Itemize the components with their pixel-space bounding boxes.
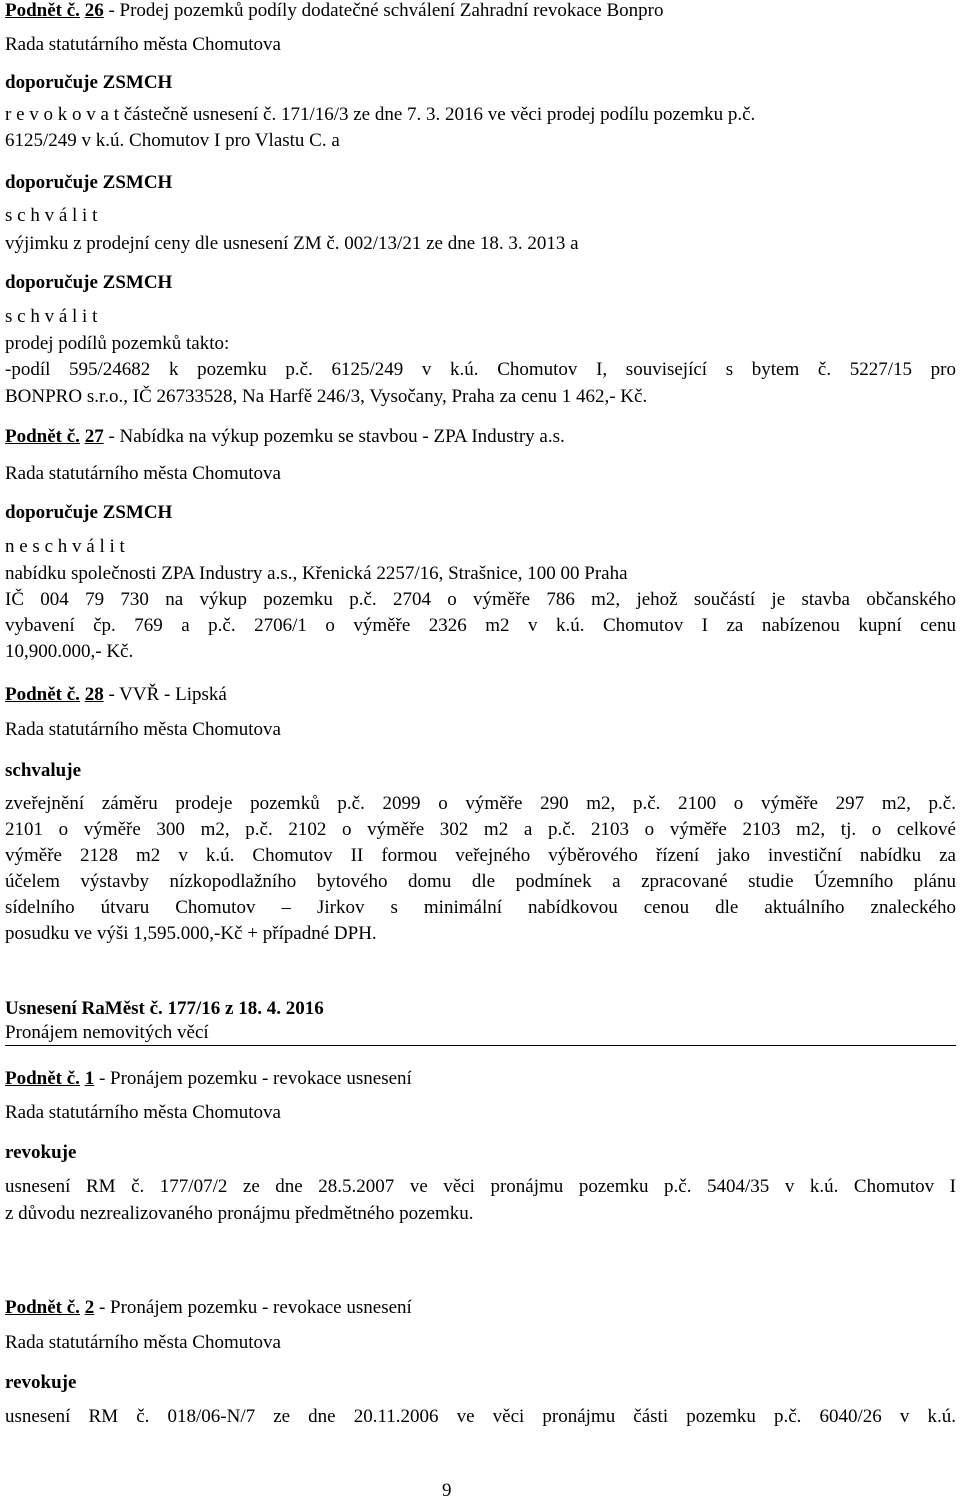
body-line: výměře 2128 m2 v k.ú. Chomutov II formou veřejného výběrového řízení jako investiční nabídku za	[5, 845, 956, 866]
body-line: IČ 004 79 730 na výkup pozemku p.č. 2704 o výměře 786 m2, jehož součástí je stavba občanského	[5, 589, 956, 610]
item-title: - Pronájem pozemku - revokace usnesení	[94, 1068, 412, 1089]
council-name: Rada statutárního města Chomutova	[5, 34, 281, 55]
page-number: 9	[442, 1480, 452, 1501]
item-number: 27	[84, 426, 104, 447]
exception-text: výjimku z prodejní ceny dle usnesení ZM č. 002/13/21 ze dne 18. 3. 2013 a	[5, 233, 579, 254]
recommendation: doporučuje ZSMCH	[5, 272, 173, 293]
item-label: Podnět č.	[5, 684, 80, 705]
resolution-subheader: Pronájem nemovitých věcí	[5, 1022, 209, 1043]
body-line: zveřejnění záměru prodeje pozemků p.č. 2099 o výměře 290 m2, p.č. 2100 o výměře 297 m2, p.č.	[5, 793, 956, 814]
body-line: 2101 o výměře 300 m2, p.č. 2102 o výměře 302 m2 a p.č. 2103 o výměře 2103 m2, tj. o celkové	[5, 819, 956, 840]
revoke-text: částečně usnesení č. 171/16/3 ze dne 7. 3. 2016 ve věci prodej podílu pozemku p.č.	[118, 104, 756, 125]
item-number: 28	[84, 684, 104, 705]
item-title: - Prodej pozemků podíly dodatečné schválení Zahradní revokace Bonpro	[103, 0, 664, 21]
section-divider	[5, 1045, 956, 1046]
item-number: 26	[84, 0, 104, 21]
body-line: usnesení RM č. 177/07/2 ze dne 28.5.2007 ve věci pronájmu pozemku p.č. 5404/35 v k.ú. Chomutov I	[5, 1176, 956, 1197]
body-line: nabídku společnosti ZPA Industry a.s., Křenická 2257/16, Strašnice, 100 00 Praha	[5, 563, 628, 584]
body-line: 10,900.000,- Kč.	[5, 641, 134, 662]
recommendation: doporučuje ZSMCH	[5, 502, 173, 523]
item-number: 2	[84, 1297, 95, 1318]
revoke-verb: r e v o k o v a t	[5, 104, 119, 125]
item-label: Podnět č.	[5, 1068, 80, 1089]
item-number: 1	[84, 1068, 95, 1089]
item-27-heading	[5, 426, 565, 448]
council-name: Rada statutárního města Chomutova	[5, 463, 281, 484]
item-title: - Nabídka na výkup pozemku se stavbou - ZPA Industry a.s.	[103, 426, 565, 447]
sale-intro: prodej podílů pozemků takto:	[5, 333, 230, 354]
council-name: Rada statutárního města Chomutova	[5, 1102, 281, 1123]
body-line: sídelního útvaru Chomutov – Jirkov s minimální nabídkovou cenou dle aktuálního znaleckého	[5, 897, 956, 918]
council-name: Rada statutárního města Chomutova	[5, 719, 281, 740]
council-name: Rada statutárního města Chomutova	[5, 1332, 281, 1353]
recommendation: doporučuje ZSMCH	[5, 172, 173, 193]
approve-verb: s c h v á l i t	[5, 306, 98, 327]
revoke-text-line-2: 6125/249 v k.ú. Chomutov I pro Vlastu C. a	[5, 130, 340, 151]
decision: schvaluje	[5, 760, 81, 781]
item-label: Podnět č.	[5, 426, 80, 447]
decision: revokuje	[5, 1142, 77, 1163]
reject-verb: n e s c h v á l i t	[5, 536, 125, 557]
body-line: posudku ve výši 1,595.000,-Kč + případné DPH.	[5, 923, 377, 944]
item-label: Podnět č.	[5, 0, 80, 21]
resolution-header: Usnesení RaMěst č. 177/16 z 18. 4. 2016	[5, 998, 324, 1019]
rental-item-2-heading	[5, 1297, 412, 1319]
item-label: Podnět č.	[5, 1297, 80, 1318]
body-line: účelem výstavby nízkopodlažního bytového domu dle podmínek a zpracované studie Územního plánu	[5, 871, 956, 892]
sale-line: BONPRO s.r.o., IČ 26733528, Na Harfě 246/3, Vysočany, Praha za cenu 1 462,- Kč.	[5, 386, 648, 407]
body-line: vybavení čp. 769 a p.č. 2706/1 o výměře 2326 m2 v k.ú. Chomutov I za nabízenou kupní cenu	[5, 615, 956, 636]
body-line: z důvodu nezrealizovaného pronájmu předmětného pozemku.	[5, 1203, 474, 1224]
item-title: - Pronájem pozemku - revokace usnesení	[94, 1297, 412, 1318]
item-26-heading	[5, 0, 663, 22]
approve-verb: s c h v á l i t	[5, 205, 98, 226]
revoke-text-line	[5, 104, 755, 126]
sale-line: -podíl 595/24682 k pozemku p.č. 6125/249 v k.ú. Chomutov I, související s bytem č. 5227/15 pro	[5, 359, 956, 380]
item-title: - VVŘ - Lipská	[103, 684, 227, 705]
recommendation: doporučuje ZSMCH	[5, 72, 173, 93]
body-line: usnesení RM č. 018/06-N/7 ze dne 20.11.2006 ve věci pronájmu části pozemku p.č. 6040/26 v k.ú.	[5, 1406, 956, 1427]
decision: revokuje	[5, 1372, 77, 1393]
rental-item-1-heading	[5, 1068, 412, 1090]
item-28-heading	[5, 684, 227, 706]
